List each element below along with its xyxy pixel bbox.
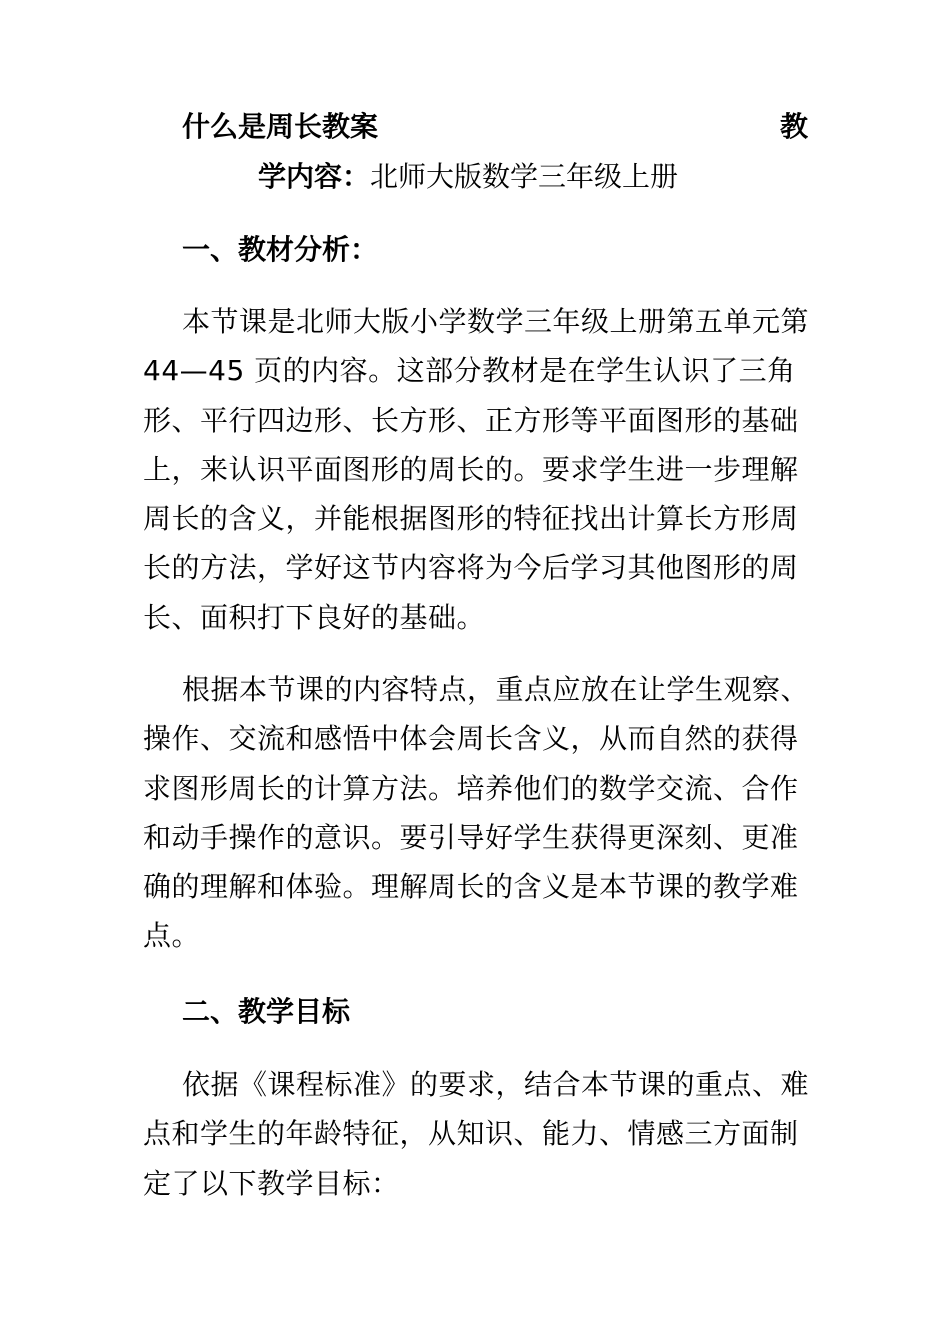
section-heading-textbook-analysis: 一、教材分析： <box>182 233 379 266</box>
document-title: 什么是周长教案 <box>182 110 379 143</box>
document-title-trailing-char: 教 <box>779 110 808 143</box>
paragraph-textbook-analysis-2: 根据本节课的内容特点，重点应放在让学生观察、操作、交流和感悟中体会周长含义，从而自然的获得求图形周长的计算方法。培养他们的数学交流、合作和动手操作的意识。要引导好学生获得更深刻、更准确的理解和体验。理解周长的含义是本节课的教学难点。 <box>143 673 810 953</box>
teaching-content-value: 北师大版数学三年级上册 <box>370 160 679 193</box>
document-title-line <box>182 105 808 149</box>
paragraph-teaching-objectives-1: 依据《课程标准》的要求，结合本节课的重点、难点和学生的年龄特征，从知识、能力、情感三方面制定了以下教学目标： <box>143 1068 810 1200</box>
paragraph-textbook-analysis-1: 本节课是北师大版小学数学三年级上册第五单元第 44—45 页的内容。这部分教材是在学生认识了三角形、平行四边形、长方形、正方形等平面图形的基础上，来认识平面图形的周长的。要求学生进一步理解周长的含义，并能根据图形的特征找出计算长方形周长的方法，学好这节内容将为今后学习其他图形的周长、面积打下良好的基础。 <box>143 305 810 634</box>
teaching-content-label: 学内容： <box>258 160 371 193</box>
teaching-content-line <box>258 155 858 199</box>
section-heading-teaching-objectives: 二、教学目标 <box>182 995 351 1028</box>
